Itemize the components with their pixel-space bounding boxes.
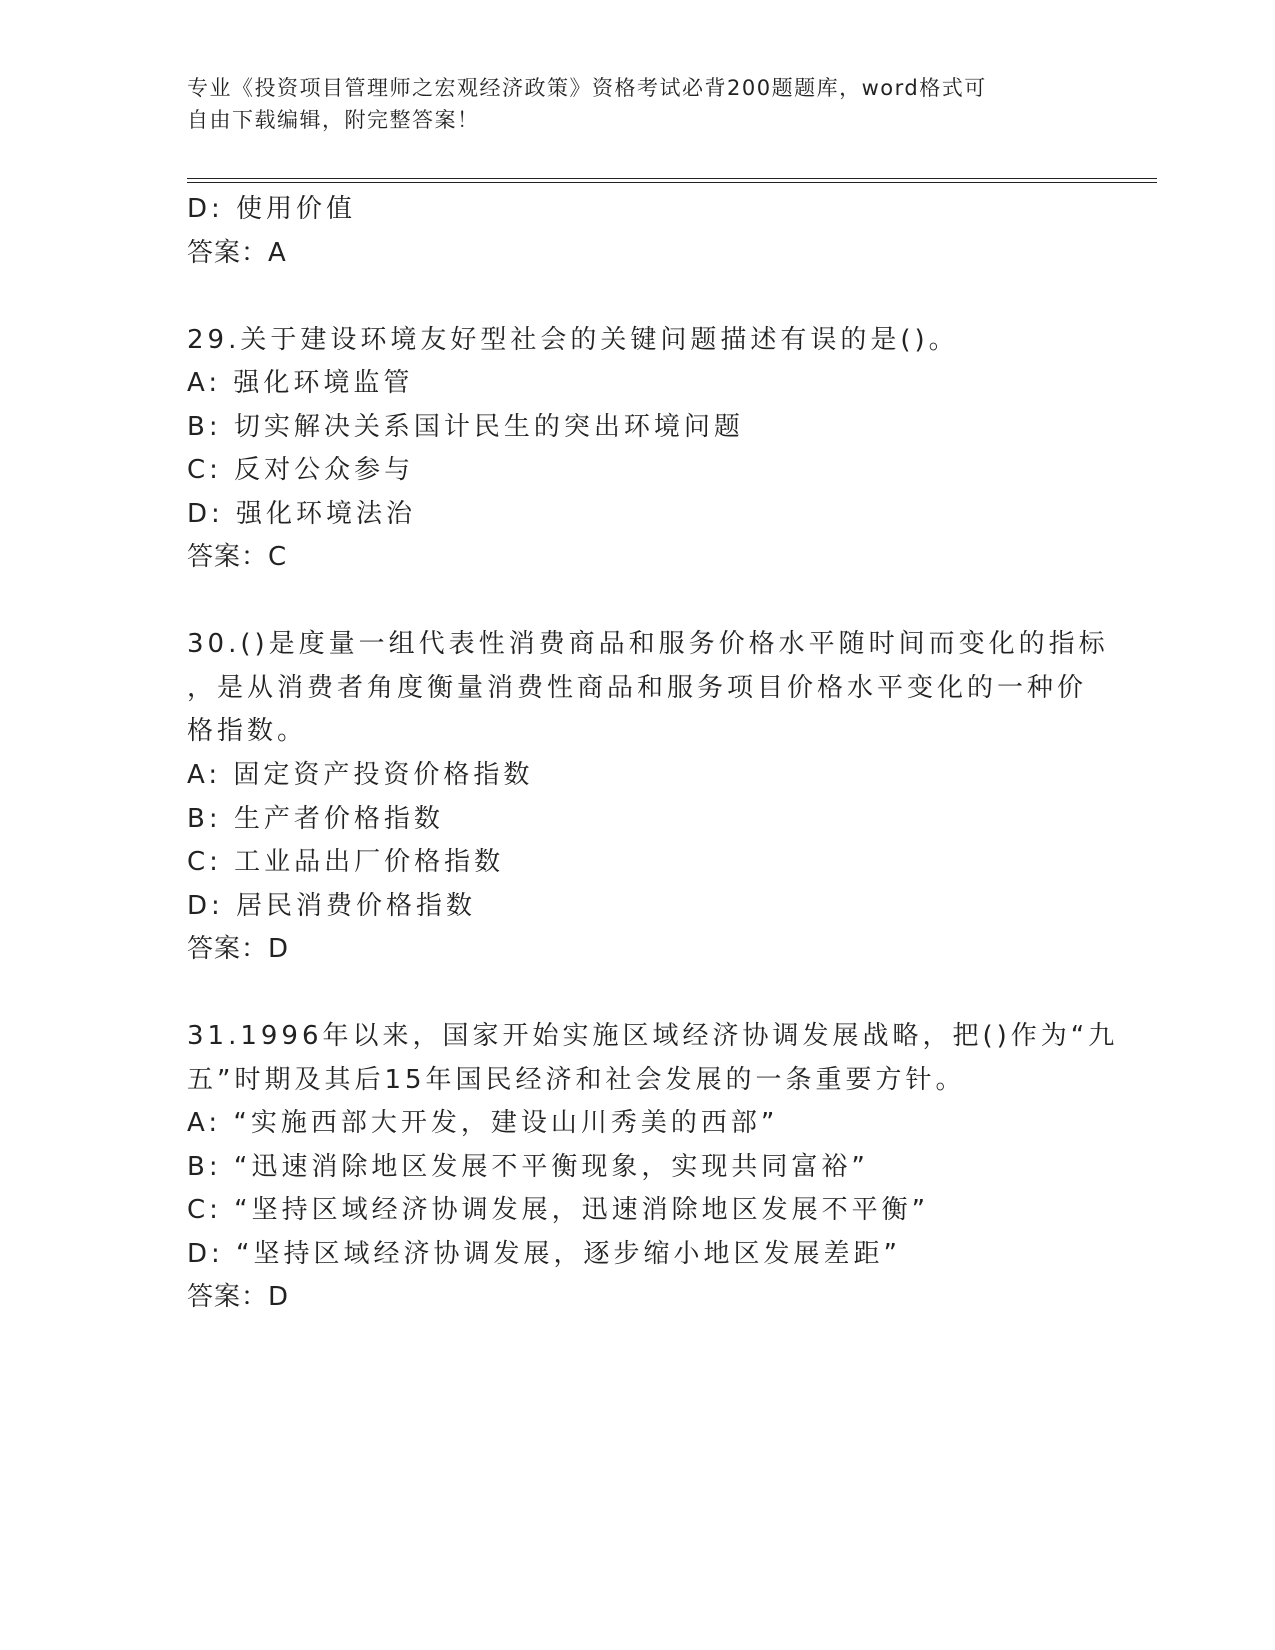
q30-stem-line-2: ，是从消费者角度衡量消费性商品和服务项目价格水平变化的一种价	[187, 673, 1088, 703]
q30-option-c: C: 工业品出厂价格指数	[187, 847, 505, 877]
header-divider-top	[187, 178, 1157, 179]
q29-option-a: A: 强化环境监管	[187, 368, 414, 398]
q29-option-c: C: 反对公众参与	[187, 455, 415, 485]
q30-stem-line-3: 格指数。	[187, 716, 308, 746]
q31-answer: 答案：D	[187, 1282, 290, 1312]
q29-option-d: D: 强化环境法治	[187, 499, 417, 529]
q30-option-a: A: 固定资产投资价格指数	[187, 760, 534, 790]
q30-stem-line-1: 30.()是度量一组代表性消费商品和服务价格水平随时间而变化的指标	[187, 629, 1109, 659]
header-line-2: 自由下载编辑，附完整答案！	[187, 108, 480, 132]
prev-answer: 答案：A	[187, 238, 287, 268]
q29-answer: 答案：C	[187, 542, 288, 572]
q31-option-a: A: “实施西部大开发，建设山川秀美的西部”	[187, 1108, 779, 1138]
q30-option-d: D: 居民消费价格指数	[187, 891, 477, 921]
header-divider-bottom	[187, 182, 1157, 183]
q31-option-c: C: “坚持区域经济协调发展，迅速消除地区发展不平衡”	[187, 1195, 930, 1225]
header-line-1: 专业《投资项目管理师之宏观经济政策》资格考试必背200题题库，word格式可	[187, 76, 987, 100]
q29-option-b: B: 切实解决关系国计民生的突出环境问题	[187, 412, 744, 442]
q31-option-d: D: “坚持区域经济协调发展，逐步缩小地区发展差距”	[187, 1239, 901, 1269]
q30-answer: 答案：D	[187, 934, 290, 964]
q31-stem-line-2: 五”时期及其后15年国民经济和社会发展的一条重要方针。	[187, 1065, 966, 1095]
q30-option-b: B: 生产者价格指数	[187, 804, 444, 834]
q29-stem: 29.关于建设环境友好型社会的关键问题描述有误的是()。	[187, 325, 959, 355]
document-header	[187, 72, 1087, 136]
q31-option-b: B: “迅速消除地区发展不平衡现象，实现共同富裕”	[187, 1152, 869, 1182]
prev-option-d: D: 使用价值	[187, 194, 357, 224]
q31-stem-line-1: 31.1996年以来，国家开始实施区域经济协调发展战略，把()作为“九	[187, 1021, 1119, 1051]
